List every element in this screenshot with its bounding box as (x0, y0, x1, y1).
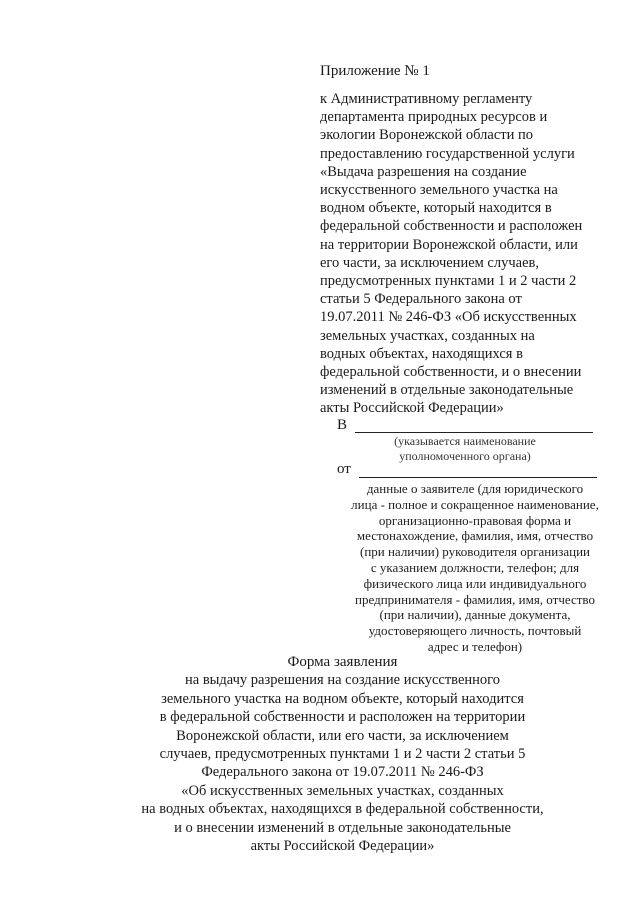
form-line: случаев, предусмотренных пунктами 1 и 2 части 2 статьи 5 (159, 746, 526, 763)
form-line: «Об искусственных земельных участках, созданных (181, 782, 504, 799)
form-line: Воронежской области, или его части, за исключением (176, 727, 509, 744)
from-hint-line: лица - полное и сокращенное наименование, (351, 496, 599, 512)
from-fill-line (359, 477, 597, 478)
to-hint-line: уполномоченного органа) (399, 449, 531, 463)
from-hint-line: предпринимателя - фамилия, имя, отчество (355, 591, 595, 607)
form-line: в федеральной собственности и расположен на территории (159, 709, 526, 726)
from-hint-line: удостоверяющего личность, почтовый (368, 623, 582, 639)
from-hint-line: организационно-правовая форма и (378, 512, 572, 528)
form-line: на выдачу разрешения на создание искусственного (185, 672, 500, 689)
form-title: Форма заявления (287, 654, 398, 670)
from-hint-line: адрес и телефон) (427, 638, 523, 654)
from-hint-line: (при наличии), данные документа, (379, 607, 571, 623)
to-hint-line: (указывается наименование (394, 434, 536, 448)
annex-line: федеральной собственности и расположен (320, 218, 583, 235)
from-hint-line: с указанием должности, телефон; для (370, 559, 580, 575)
annex-line: экологии Воронежской области по (320, 127, 534, 144)
addressee-to-hint (360, 434, 570, 464)
annex-heading: Приложение № 1 (320, 63, 430, 79)
annex-line: статьи 5 Федерального закона от (320, 291, 522, 308)
annex-line: «Выдача разрешения на создание (320, 163, 527, 180)
annex-line: водном объекте, который находится в (320, 200, 552, 217)
form-line: Федерального закона от 19.07.2011 № 246-ФЗ (201, 764, 484, 781)
form-line: и о внесении изменений в отдельные законодательные (174, 819, 511, 836)
annex-line: его части, за исключением случаев, (320, 254, 539, 271)
addressee-from-hint (325, 481, 625, 655)
to-fill-line (355, 432, 593, 433)
to-prefix: В (337, 417, 348, 433)
from-prefix: от (337, 461, 351, 477)
from-hint-line: (при наличии) руководителя организации (359, 544, 590, 560)
annex-reference (320, 90, 620, 418)
annex-line: к Административному регламенту (320, 91, 533, 107)
annex-line: акты Российской Федерации» (320, 400, 504, 417)
annex-line: предоставлению государственной услуги (320, 145, 575, 162)
annex-line: на территории Воронежской области, или (320, 236, 578, 253)
annex-line: изменений в отдельные законодательные (320, 382, 574, 399)
annex-line: федеральной собственности, и о внесении (320, 364, 582, 381)
from-hint-line: местонахождение, фамилия, имя, отчество (356, 528, 594, 544)
from-hint-line: физического лица или индивидуального (363, 575, 587, 591)
annex-line: департамента природных ресурсов и (320, 109, 548, 126)
annex-line: водных объектах, находящихся в (320, 345, 523, 362)
form-line: акты Российской Федерации» (250, 838, 435, 855)
annex-line: 19.07.2011 № 246-ФЗ «Об искусственных (320, 309, 577, 326)
form-line: на водных объектах, находящихся в федеральной собственности, (141, 801, 544, 818)
annex-line: земельных участках, созданных на (320, 327, 535, 344)
application-form-heading (120, 653, 565, 855)
addressee-from-row (337, 461, 602, 481)
form-line: земельного участка на водном объекте, который находится (161, 690, 524, 707)
annex-line: искусственного земельного участка на (320, 182, 558, 199)
from-hint-line: данные о заявителе (для юридического (366, 481, 584, 496)
annex-line: предусмотренных пунктами 1 и 2 части 2 (320, 273, 577, 290)
